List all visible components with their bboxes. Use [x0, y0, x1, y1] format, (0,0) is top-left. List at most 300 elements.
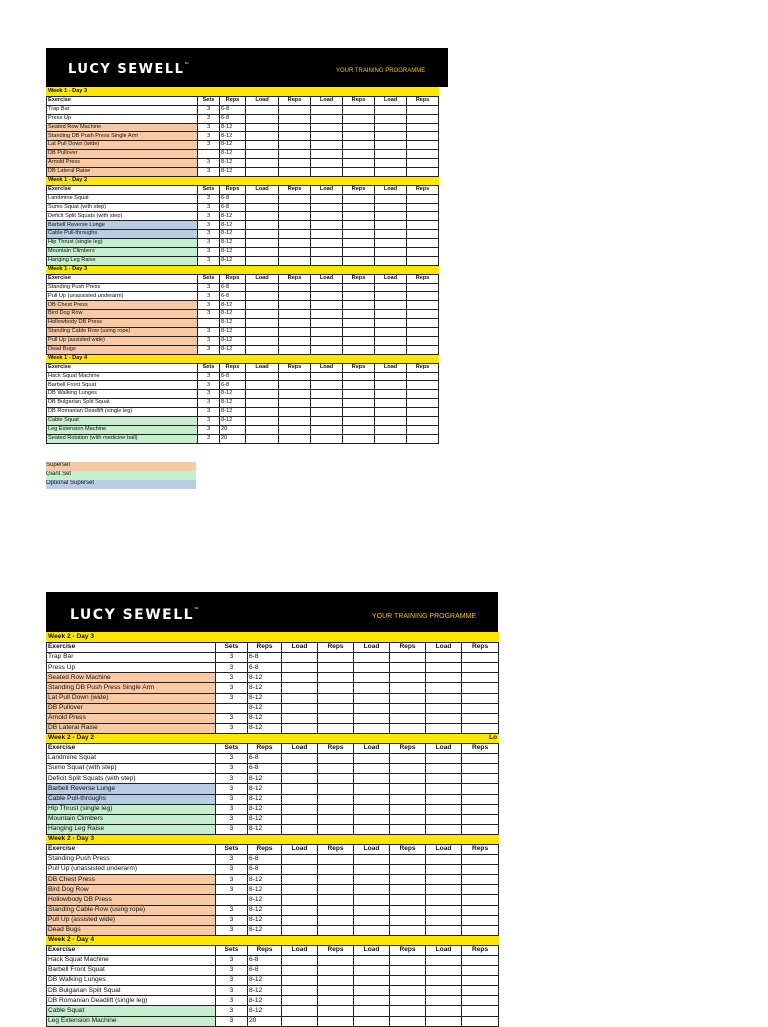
log-cell[interactable] — [282, 794, 318, 804]
log-cell[interactable] — [390, 875, 426, 885]
log-cell[interactable] — [390, 996, 426, 1006]
log-cell[interactable] — [311, 292, 343, 301]
log-cell[interactable] — [343, 425, 375, 434]
log-cell[interactable] — [311, 256, 343, 265]
log-cell[interactable] — [375, 416, 407, 425]
log-cell[interactable] — [354, 865, 390, 875]
log-cell[interactable] — [375, 239, 407, 248]
log-cell[interactable] — [318, 865, 354, 875]
log-cell[interactable] — [375, 336, 407, 345]
log-cell[interactable] — [375, 194, 407, 203]
log-cell[interactable] — [279, 203, 311, 212]
log-cell[interactable] — [426, 986, 462, 996]
log-cell[interactable] — [246, 301, 279, 310]
log-cell[interactable] — [246, 212, 279, 221]
log-cell[interactable] — [426, 996, 462, 1006]
log-cell[interactable] — [462, 925, 499, 935]
log-cell[interactable] — [343, 399, 375, 408]
log-cell[interactable] — [354, 784, 390, 794]
log-cell[interactable] — [375, 434, 407, 443]
log-cell[interactable] — [343, 336, 375, 345]
log-cell[interactable] — [282, 905, 318, 915]
log-cell[interactable] — [343, 159, 375, 168]
log-cell[interactable] — [462, 774, 499, 784]
log-cell[interactable] — [407, 239, 439, 248]
log-cell[interactable] — [354, 905, 390, 915]
log-cell[interactable] — [375, 283, 407, 292]
log-cell[interactable] — [279, 105, 311, 114]
log-cell[interactable] — [318, 966, 354, 976]
log-cell[interactable] — [282, 865, 318, 875]
log-cell[interactable] — [343, 283, 375, 292]
log-cell[interactable] — [354, 804, 390, 814]
log-cell[interactable] — [354, 915, 390, 925]
log-cell[interactable] — [354, 683, 390, 693]
log-cell[interactable] — [343, 150, 375, 159]
log-cell[interactable] — [354, 966, 390, 976]
log-cell[interactable] — [426, 663, 462, 673]
log-cell[interactable] — [375, 372, 407, 381]
log-cell[interactable] — [390, 905, 426, 915]
log-cell[interactable] — [407, 292, 439, 301]
log-cell[interactable] — [426, 976, 462, 986]
log-cell[interactable] — [279, 416, 311, 425]
log-cell[interactable] — [282, 986, 318, 996]
log-cell[interactable] — [343, 168, 375, 177]
log-cell[interactable] — [462, 1006, 499, 1016]
log-cell[interactable] — [311, 221, 343, 230]
log-cell[interactable] — [426, 966, 462, 976]
log-cell[interactable] — [462, 703, 499, 713]
log-cell[interactable] — [318, 804, 354, 814]
log-cell[interactable] — [426, 703, 462, 713]
log-cell[interactable] — [246, 150, 279, 159]
log-cell[interactable] — [354, 986, 390, 996]
log-cell[interactable] — [462, 784, 499, 794]
log-cell[interactable] — [279, 292, 311, 301]
log-cell[interactable] — [375, 168, 407, 177]
log-cell[interactable] — [407, 283, 439, 292]
log-cell[interactable] — [407, 310, 439, 319]
log-cell[interactable] — [246, 203, 279, 212]
log-cell[interactable] — [407, 141, 439, 150]
log-cell[interactable] — [311, 114, 343, 123]
log-cell[interactable] — [354, 1006, 390, 1016]
log-cell[interactable] — [246, 168, 279, 177]
log-cell[interactable] — [426, 915, 462, 925]
log-cell[interactable] — [407, 248, 439, 257]
log-cell[interactable] — [282, 653, 318, 663]
log-cell[interactable] — [279, 310, 311, 319]
log-cell[interactable] — [375, 150, 407, 159]
log-cell[interactable] — [279, 301, 311, 310]
log-cell[interactable] — [279, 434, 311, 443]
log-cell[interactable] — [375, 399, 407, 408]
log-cell[interactable] — [390, 663, 426, 673]
log-cell[interactable] — [375, 105, 407, 114]
log-cell[interactable] — [407, 159, 439, 168]
log-cell[interactable] — [318, 885, 354, 895]
log-cell[interactable] — [279, 230, 311, 239]
log-cell[interactable] — [343, 381, 375, 390]
log-cell[interactable] — [407, 168, 439, 177]
log-cell[interactable] — [354, 976, 390, 986]
log-cell[interactable] — [318, 764, 354, 774]
log-cell[interactable] — [354, 653, 390, 663]
log-cell[interactable] — [375, 301, 407, 310]
log-cell[interactable] — [282, 895, 318, 905]
log-cell[interactable] — [343, 194, 375, 203]
log-cell[interactable] — [390, 986, 426, 996]
log-cell[interactable] — [407, 105, 439, 114]
log-cell[interactable] — [318, 683, 354, 693]
log-cell[interactable] — [354, 693, 390, 703]
log-cell[interactable] — [279, 328, 311, 337]
log-cell[interactable] — [279, 248, 311, 257]
log-cell[interactable] — [318, 703, 354, 713]
log-cell[interactable] — [246, 141, 279, 150]
log-cell[interactable] — [311, 283, 343, 292]
log-cell[interactable] — [343, 408, 375, 417]
log-cell[interactable] — [282, 814, 318, 824]
log-cell[interactable] — [246, 416, 279, 425]
log-cell[interactable] — [282, 885, 318, 895]
log-cell[interactable] — [343, 212, 375, 221]
log-cell[interactable] — [279, 256, 311, 265]
log-cell[interactable] — [282, 824, 318, 834]
log-cell[interactable] — [462, 855, 499, 865]
log-cell[interactable] — [375, 212, 407, 221]
log-cell[interactable] — [462, 905, 499, 915]
log-cell[interactable] — [354, 764, 390, 774]
log-cell[interactable] — [246, 239, 279, 248]
log-cell[interactable] — [390, 683, 426, 693]
log-cell[interactable] — [354, 814, 390, 824]
log-cell[interactable] — [311, 230, 343, 239]
log-cell[interactable] — [311, 372, 343, 381]
log-cell[interactable] — [343, 230, 375, 239]
log-cell[interactable] — [375, 221, 407, 230]
log-cell[interactable] — [318, 663, 354, 673]
log-cell[interactable] — [282, 693, 318, 703]
log-cell[interactable] — [311, 212, 343, 221]
log-cell[interactable] — [343, 372, 375, 381]
log-cell[interactable] — [390, 814, 426, 824]
log-cell[interactable] — [343, 319, 375, 328]
log-cell[interactable] — [311, 328, 343, 337]
log-cell[interactable] — [318, 875, 354, 885]
log-cell[interactable] — [246, 283, 279, 292]
log-cell[interactable] — [354, 713, 390, 723]
log-cell[interactable] — [375, 319, 407, 328]
log-cell[interactable] — [279, 336, 311, 345]
log-cell[interactable] — [282, 1006, 318, 1016]
log-cell[interactable] — [407, 194, 439, 203]
log-cell[interactable] — [282, 774, 318, 784]
log-cell[interactable] — [426, 653, 462, 663]
log-cell[interactable] — [246, 248, 279, 257]
log-cell[interactable] — [279, 159, 311, 168]
log-cell[interactable] — [343, 141, 375, 150]
log-cell[interactable] — [462, 713, 499, 723]
log-cell[interactable] — [354, 703, 390, 713]
log-cell[interactable] — [282, 723, 318, 733]
log-cell[interactable] — [375, 230, 407, 239]
log-cell[interactable] — [246, 381, 279, 390]
log-cell[interactable] — [279, 425, 311, 434]
log-cell[interactable] — [426, 814, 462, 824]
log-cell[interactable] — [279, 123, 311, 132]
log-cell[interactable] — [375, 159, 407, 168]
log-cell[interactable] — [318, 824, 354, 834]
log-cell[interactable] — [246, 390, 279, 399]
log-cell[interactable] — [343, 132, 375, 141]
log-cell[interactable] — [375, 256, 407, 265]
log-cell[interactable] — [462, 986, 499, 996]
log-cell[interactable] — [318, 925, 354, 935]
log-cell[interactable] — [426, 794, 462, 804]
log-cell[interactable] — [246, 221, 279, 230]
log-cell[interactable] — [375, 203, 407, 212]
log-cell[interactable] — [390, 865, 426, 875]
log-cell[interactable] — [279, 283, 311, 292]
log-cell[interactable] — [354, 754, 390, 764]
log-cell[interactable] — [318, 814, 354, 824]
log-cell[interactable] — [246, 123, 279, 132]
log-cell[interactable] — [407, 230, 439, 239]
log-cell[interactable] — [311, 203, 343, 212]
log-cell[interactable] — [462, 976, 499, 986]
log-cell[interactable] — [282, 683, 318, 693]
log-cell[interactable] — [390, 784, 426, 794]
log-cell[interactable] — [311, 381, 343, 390]
log-cell[interactable] — [354, 723, 390, 733]
log-cell[interactable] — [426, 784, 462, 794]
log-cell[interactable] — [343, 256, 375, 265]
log-cell[interactable] — [390, 774, 426, 784]
log-cell[interactable] — [390, 956, 426, 966]
log-cell[interactable] — [246, 310, 279, 319]
log-cell[interactable] — [318, 693, 354, 703]
log-cell[interactable] — [462, 794, 499, 804]
log-cell[interactable] — [390, 804, 426, 814]
log-cell[interactable] — [282, 673, 318, 683]
log-cell[interactable] — [390, 673, 426, 683]
log-cell[interactable] — [318, 895, 354, 905]
log-cell[interactable] — [375, 328, 407, 337]
log-cell[interactable] — [426, 754, 462, 764]
log-cell[interactable] — [311, 399, 343, 408]
log-cell[interactable] — [311, 390, 343, 399]
log-cell[interactable] — [246, 256, 279, 265]
log-cell[interactable] — [343, 390, 375, 399]
log-cell[interactable] — [318, 855, 354, 865]
log-cell[interactable] — [279, 114, 311, 123]
log-cell[interactable] — [343, 203, 375, 212]
log-cell[interactable] — [311, 132, 343, 141]
log-cell[interactable] — [246, 328, 279, 337]
log-cell[interactable] — [375, 425, 407, 434]
log-cell[interactable] — [407, 123, 439, 132]
log-cell[interactable] — [426, 875, 462, 885]
log-cell[interactable] — [279, 132, 311, 141]
log-cell[interactable] — [407, 381, 439, 390]
log-cell[interactable] — [343, 292, 375, 301]
log-cell[interactable] — [246, 132, 279, 141]
log-cell[interactable] — [246, 292, 279, 301]
log-cell[interactable] — [311, 425, 343, 434]
log-cell[interactable] — [318, 915, 354, 925]
log-cell[interactable] — [426, 774, 462, 784]
log-cell[interactable] — [375, 345, 407, 354]
log-cell[interactable] — [462, 1016, 499, 1026]
log-cell[interactable] — [343, 105, 375, 114]
log-cell[interactable] — [390, 855, 426, 865]
log-cell[interactable] — [246, 408, 279, 417]
log-cell[interactable] — [462, 693, 499, 703]
log-cell[interactable] — [311, 105, 343, 114]
log-cell[interactable] — [343, 239, 375, 248]
log-cell[interactable] — [311, 168, 343, 177]
log-cell[interactable] — [318, 1006, 354, 1016]
log-cell[interactable] — [246, 372, 279, 381]
log-cell[interactable] — [462, 824, 499, 834]
log-cell[interactable] — [390, 976, 426, 986]
log-cell[interactable] — [375, 408, 407, 417]
log-cell[interactable] — [462, 804, 499, 814]
log-cell[interactable] — [462, 764, 499, 774]
log-cell[interactable] — [426, 865, 462, 875]
log-cell[interactable] — [462, 814, 499, 824]
log-cell[interactable] — [426, 683, 462, 693]
log-cell[interactable] — [343, 416, 375, 425]
log-cell[interactable] — [462, 663, 499, 673]
log-cell[interactable] — [318, 653, 354, 663]
log-cell[interactable] — [354, 956, 390, 966]
log-cell[interactable] — [462, 966, 499, 976]
log-cell[interactable] — [375, 132, 407, 141]
log-cell[interactable] — [343, 310, 375, 319]
log-cell[interactable] — [246, 114, 279, 123]
log-cell[interactable] — [246, 105, 279, 114]
log-cell[interactable] — [375, 390, 407, 399]
log-cell[interactable] — [426, 895, 462, 905]
log-cell[interactable] — [462, 754, 499, 764]
log-cell[interactable] — [282, 855, 318, 865]
log-cell[interactable] — [354, 1016, 390, 1026]
log-cell[interactable] — [426, 1006, 462, 1016]
log-cell[interactable] — [318, 774, 354, 784]
log-cell[interactable] — [407, 212, 439, 221]
log-cell[interactable] — [390, 754, 426, 764]
log-cell[interactable] — [462, 653, 499, 663]
log-cell[interactable] — [462, 996, 499, 1006]
log-cell[interactable] — [246, 345, 279, 354]
log-cell[interactable] — [407, 416, 439, 425]
log-cell[interactable] — [390, 915, 426, 925]
log-cell[interactable] — [311, 345, 343, 354]
log-cell[interactable] — [311, 416, 343, 425]
log-cell[interactable] — [318, 986, 354, 996]
log-cell[interactable] — [282, 713, 318, 723]
log-cell[interactable] — [354, 824, 390, 834]
log-cell[interactable] — [407, 203, 439, 212]
log-cell[interactable] — [390, 895, 426, 905]
log-cell[interactable] — [390, 794, 426, 804]
log-cell[interactable] — [390, 824, 426, 834]
log-cell[interactable] — [343, 328, 375, 337]
log-cell[interactable] — [318, 1016, 354, 1026]
log-cell[interactable] — [354, 774, 390, 784]
log-cell[interactable] — [390, 1006, 426, 1016]
log-cell[interactable] — [426, 713, 462, 723]
log-cell[interactable] — [311, 123, 343, 132]
log-cell[interactable] — [311, 319, 343, 328]
log-cell[interactable] — [426, 925, 462, 935]
log-cell[interactable] — [311, 159, 343, 168]
log-cell[interactable] — [279, 319, 311, 328]
log-cell[interactable] — [311, 150, 343, 159]
log-cell[interactable] — [343, 434, 375, 443]
log-cell[interactable] — [246, 336, 279, 345]
log-cell[interactable] — [426, 905, 462, 915]
log-cell[interactable] — [282, 1016, 318, 1026]
log-cell[interactable] — [407, 336, 439, 345]
log-cell[interactable] — [407, 301, 439, 310]
log-cell[interactable] — [426, 673, 462, 683]
log-cell[interactable] — [354, 663, 390, 673]
log-cell[interactable] — [311, 434, 343, 443]
log-cell[interactable] — [279, 150, 311, 159]
log-cell[interactable] — [246, 159, 279, 168]
log-cell[interactable] — [354, 925, 390, 935]
log-cell[interactable] — [426, 824, 462, 834]
log-cell[interactable] — [462, 683, 499, 693]
log-cell[interactable] — [426, 804, 462, 814]
log-cell[interactable] — [354, 996, 390, 1006]
log-cell[interactable] — [282, 804, 318, 814]
log-cell[interactable] — [343, 301, 375, 310]
log-cell[interactable] — [282, 925, 318, 935]
log-cell[interactable] — [354, 855, 390, 865]
log-cell[interactable] — [311, 141, 343, 150]
log-cell[interactable] — [375, 310, 407, 319]
log-cell[interactable] — [407, 114, 439, 123]
log-cell[interactable] — [279, 345, 311, 354]
log-cell[interactable] — [343, 123, 375, 132]
log-cell[interactable] — [390, 966, 426, 976]
log-cell[interactable] — [426, 764, 462, 774]
log-cell[interactable] — [279, 168, 311, 177]
log-cell[interactable] — [343, 345, 375, 354]
log-cell[interactable] — [246, 425, 279, 434]
log-cell[interactable] — [407, 132, 439, 141]
log-cell[interactable] — [311, 408, 343, 417]
log-cell[interactable] — [279, 221, 311, 230]
log-cell[interactable] — [407, 256, 439, 265]
log-cell[interactable] — [279, 381, 311, 390]
log-cell[interactable] — [282, 784, 318, 794]
log-cell[interactable] — [279, 408, 311, 417]
log-cell[interactable] — [318, 794, 354, 804]
log-cell[interactable] — [311, 336, 343, 345]
log-cell[interactable] — [426, 693, 462, 703]
log-cell[interactable] — [311, 301, 343, 310]
log-cell[interactable] — [462, 915, 499, 925]
log-cell[interactable] — [407, 408, 439, 417]
log-cell[interactable] — [311, 248, 343, 257]
log-cell[interactable] — [407, 434, 439, 443]
